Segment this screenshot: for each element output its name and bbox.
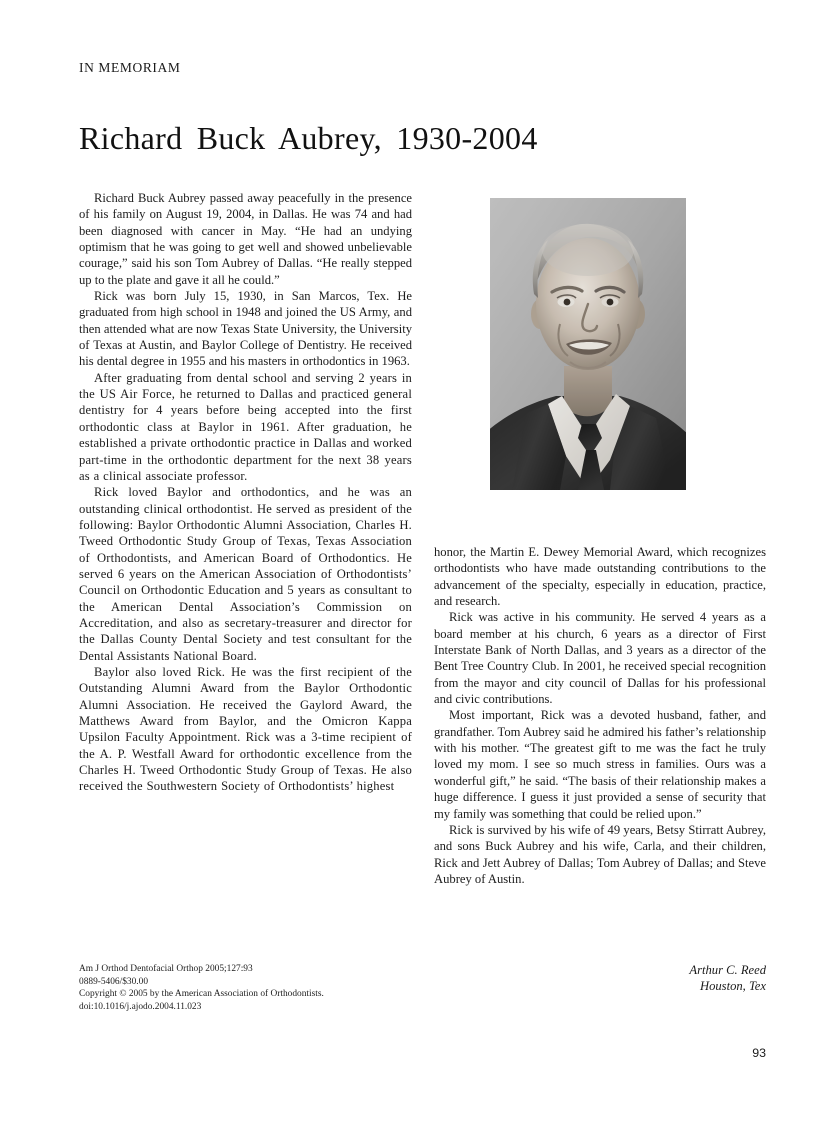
paragraph: Rick is survived by his wife of 49 years, Betsy Stirratt Aubrey, and sons Buck Aubrey and his wife, Carla, and their children, Rick and Jett Aubrey of Dallas; Tom Aubrey of Dallas; and Steve Aubrey of Austin. bbox=[434, 822, 766, 886]
running-head: IN MEMORIAM bbox=[79, 60, 181, 75]
signature-author: Arthur C. Reed bbox=[689, 963, 766, 977]
citation-block bbox=[79, 963, 419, 1013]
page-title: Richard Buck Aubrey, 1930-2004 bbox=[79, 120, 538, 156]
citation-copyright: Copyright © 2005 by the American Association of Orthodontists. bbox=[79, 989, 324, 1000]
citation-journal: Am J Orthod Dentofacial Orthop 2005;127:93 bbox=[79, 964, 253, 974]
paragraph: Rick was born July 15, 1930, in San Marcos, Tex. He graduated from high school in 1948 and joined the US Army, and then attended what are now Texas State University, the University of Texas at Austin, and Baylor College of Dentistry. He received his dental degree in 1955 and his masters in orthodontics in 1963. bbox=[79, 289, 412, 369]
paragraph: Baylor also loved Rick. He was the first recipient of the Outstanding Alumni Award from the Baylor Orthodontic Alumni Association. He received the Gaylord Award, the Matthews Award from Baylor, and the Omicron Kappa Upsilon Faculty Appointment. Rick was a 3-time recipient of the A. P. Westfall Award for orthodontic excellence from the Charles H. Tweed Orthodontic Study Group of Texas. He also received the Southwestern Society of Orthodontists’ highest bbox=[79, 664, 412, 794]
portrait-photo bbox=[490, 198, 686, 490]
signature-location: Houston, Tex bbox=[699, 979, 766, 994]
paragraph: Most important, Rick was a devoted husband, father, and grandfather. Tom Aubrey said he admired his father’s relationship with his mother. “The greatest gift to me was the fact he truly loved my mom. I see so much stress in families. Ours was a wonderful gift,” he said. “The basis of their relationship makes a huge difference. I guess it just provided a sense of security that my family was something that could be relied upon.” bbox=[434, 708, 766, 821]
paragraph: Rick loved Baylor and orthodontics, and he was an outstanding clinical orthodontist. He served as president of the following: Baylor Orthodontic Alumni Association, Charles H. Tweed Orthodontic Study Group of Texas, Texas Association of Orthodontists, and American Board of Orthodontics. He served 6 years on the American Association of Orthodontists’ Council on Orthodontic Education and 5 years as consultant to the American Dental Association’s Commission on Accreditation, and also as secretary-treasurer and director for the Dallas County Dental Society and test consultant for the Dental Assistants National Board. bbox=[79, 485, 412, 663]
signature-block bbox=[434, 962, 766, 995]
citation-doi: doi:10.1016/j.ajodo.2004.11.023 bbox=[79, 1001, 202, 1012]
body-column-left bbox=[79, 190, 412, 795]
page-number: 93 bbox=[752, 1046, 766, 1060]
citation-issn: 0889-5406/$30.00 bbox=[79, 976, 149, 987]
body-column-right bbox=[434, 544, 766, 887]
paragraph: Richard Buck Aubrey passed away peacefully in the presence of his family on August 19, 2004, in Dallas. He was 74 and had been diagnosed with cancer in May. “He had an undying optimism that he was going to get well and showed unbelievable courage,” said his son Tom Aubrey of Dallas. “He really stepped up to the plate and gave it all he could.” bbox=[79, 191, 412, 287]
paragraph: After graduating from dental school and serving 2 years in the US Air Force, he returned to Dallas and practiced general dentistry for 4 years before being accepted into the first orthodontic class at Baylor in 1961. After graduation, he established a private orthodontic practice in Dallas and worked part-time in the orthodontic department for the next 38 years as a clinical associate professor. bbox=[79, 370, 412, 483]
paragraph: Rick was active in his community. He served 4 years as a board member at his church, 6 years as a director of First Interstate Bank of North Dallas, and 3 years as a director of the Bent Tree Country Club. In 2001, he received special recognition from the mayor and city council of Dallas for his professional and civic contributions. bbox=[434, 610, 766, 707]
paragraph: honor, the Martin E. Dewey Memorial Award, which recognizes orthodontists who have made outstanding contributions to the advancement of the specialty, especially in education, practice, and research. bbox=[434, 545, 766, 609]
portrait-photo-icon bbox=[490, 198, 686, 490]
